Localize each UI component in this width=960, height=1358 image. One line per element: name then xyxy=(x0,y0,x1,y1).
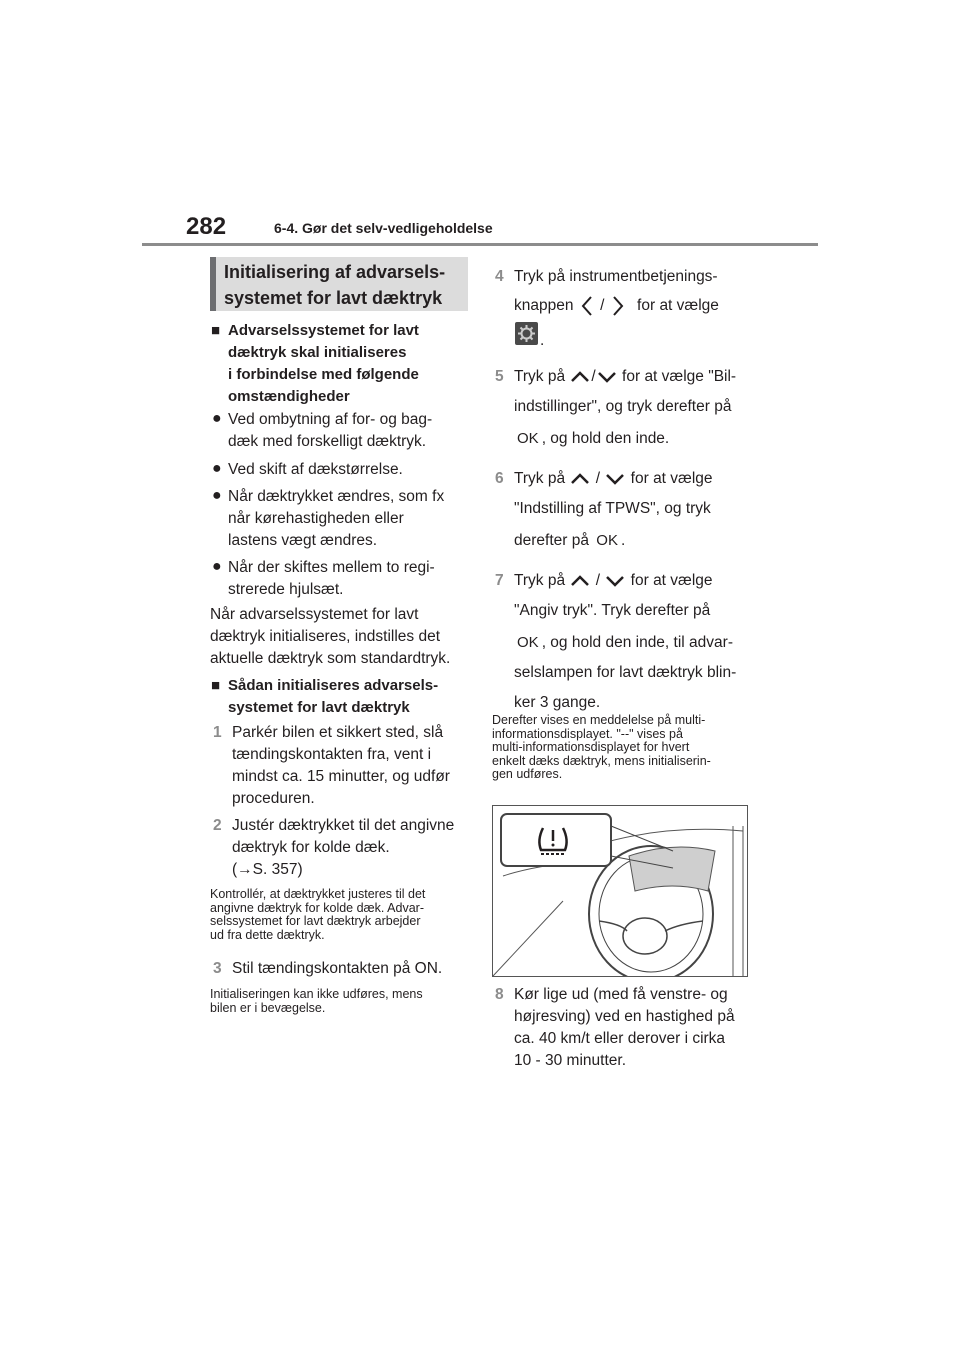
step-line: proceduren. xyxy=(232,790,315,807)
chevron-down-icon xyxy=(604,472,626,486)
step-number: 2 xyxy=(213,817,222,834)
bullet-line: Ved skift af dækstørrelse. xyxy=(228,461,403,478)
note-line: Initialiseringen kan ikke udføres, mens xyxy=(210,987,423,1001)
settings-gear-icon xyxy=(515,322,538,345)
bullet-dot-icon: ● xyxy=(212,487,222,504)
step-1 xyxy=(213,722,468,810)
step-number: 5 xyxy=(495,368,504,385)
bullet-line: lastens vægt ændres. xyxy=(228,532,378,549)
subheading-1 xyxy=(211,320,468,408)
step-line: selslampen for lavt dæktryk blin- xyxy=(514,664,737,681)
step-number: 8 xyxy=(495,986,504,1003)
subheading-1-line: omstændigheder xyxy=(228,388,350,405)
bullet-line: Ved ombytning af for- og bag- xyxy=(228,411,433,428)
step-text: Tryk på xyxy=(514,368,566,385)
step-3 xyxy=(213,958,468,980)
step-4-end: . xyxy=(540,332,545,349)
section-heading xyxy=(210,257,468,311)
step-text: derefter på xyxy=(514,532,589,549)
bullet-line: når kørehastigheden eller xyxy=(228,510,404,527)
bullet-line: strerede hjulsæt. xyxy=(228,581,344,598)
step-number: 3 xyxy=(213,960,222,977)
subheading-2-line: Sådan initialiseres advarsels- xyxy=(228,677,439,694)
step-line: mindst ca. 15 minutter, og udfør xyxy=(232,768,450,785)
bullet-item xyxy=(212,486,468,552)
step-line xyxy=(514,424,764,454)
step-text: Tryk på xyxy=(514,470,566,487)
step-line xyxy=(514,566,764,596)
chevron-down-icon xyxy=(604,574,626,588)
chevron-right-icon xyxy=(609,294,627,318)
step-text: for at vælge xyxy=(637,297,719,314)
step-text: Tryk på xyxy=(514,572,566,589)
page-number: 282 xyxy=(186,213,227,240)
step-line: ca. 40 km/t eller derover i cirka xyxy=(514,1030,726,1047)
step-text: . xyxy=(620,532,626,549)
step-text: for at vælge xyxy=(630,470,713,487)
step-number: 1 xyxy=(213,724,222,741)
step-line xyxy=(514,362,764,392)
heading-line-2: systemet for lavt dæktryk xyxy=(224,288,443,308)
paragraph-line: Når advarselssystemet for lavt xyxy=(210,606,419,623)
bullet-item xyxy=(212,557,468,601)
step-line: "Indstilling af TPWS", og tryk xyxy=(514,500,711,517)
step-line: ker 3 gange. xyxy=(514,694,601,711)
note-line: angivne dæktryk for kolde dæk. Advar- xyxy=(210,900,424,915)
step-4 xyxy=(495,262,764,320)
step-number: 7 xyxy=(495,572,504,589)
step-line: tændingskontakten fra, vent i xyxy=(232,746,432,763)
step-line: "Angiv tryk". Tryk derefter på xyxy=(514,602,711,619)
subheading-1-line: i forbindelse med følgende xyxy=(228,366,419,383)
note-line: enkelt dæks dæktryk, mens initialiserin- xyxy=(492,753,711,768)
note-line: Kontrollér, at dæktrykket justeres til det xyxy=(210,887,426,901)
step-6 xyxy=(495,464,764,556)
step-line xyxy=(514,464,764,494)
dashboard-illustration xyxy=(492,805,748,977)
section-title: 6-4. Gør det selv-vedligeholdelse xyxy=(274,220,493,236)
step-number: 4 xyxy=(495,268,504,285)
chevron-down-icon xyxy=(596,370,618,384)
chevron-up-icon xyxy=(569,370,591,384)
note-line: informationsdisplayet. "--" vises på xyxy=(492,726,683,741)
chevron-up-icon xyxy=(569,574,591,588)
chevron-up-icon xyxy=(569,472,591,486)
bullet-dot-icon: ● xyxy=(212,558,222,575)
heading-line-1: Initialisering af advarsels- xyxy=(224,262,446,282)
bullet-dot-icon: ● xyxy=(212,460,222,477)
paragraph-line: aktuelle dæktryk som standardtryk. xyxy=(210,650,451,667)
subheading-2 xyxy=(211,675,468,719)
chevron-left-icon xyxy=(578,294,596,318)
step-line: dæktryk for kolde dæk. xyxy=(232,839,390,856)
step-line: Tryk på instrumentbetjenings- xyxy=(514,268,718,285)
separator: / xyxy=(591,368,596,385)
square-marker: ■ xyxy=(211,322,221,339)
step-text: , og hold den inde. xyxy=(541,430,670,447)
subheading-2-line: systemet for lavt dæktryk xyxy=(228,699,410,716)
step-line xyxy=(514,291,764,320)
step-line: Parkér bilen et sikkert sted, slå xyxy=(232,724,444,741)
steering-wheel-drawing xyxy=(493,806,748,977)
separator: / xyxy=(600,297,605,314)
note-line: gen udføres. xyxy=(492,767,563,781)
step-text: for at vælge "Bil- xyxy=(622,368,737,385)
step-line: 10 - 30 minutter. xyxy=(514,1052,627,1069)
subheading-1-line: Advarselssystemet for lavt xyxy=(228,322,419,339)
step-line: (→S. 357) xyxy=(232,861,303,878)
ok-button-icon: OK xyxy=(596,532,618,549)
square-marker: ■ xyxy=(211,677,221,694)
step-text: knappen xyxy=(514,297,574,314)
step-3-note xyxy=(210,988,472,1015)
paragraph-line: dæktryk initialiseres, indstilles det xyxy=(210,628,441,645)
step-line: indstillinger", og tryk derefter på xyxy=(514,398,732,415)
step-7-note xyxy=(492,714,754,782)
step-line xyxy=(514,526,764,556)
step-text: for at vælge xyxy=(630,572,713,589)
note-line: Derefter vises en meddelelse på multi- xyxy=(492,713,706,727)
header-rule xyxy=(142,243,818,246)
note-line: bilen er i bevægelse. xyxy=(210,1000,326,1015)
note-line: selssystemet for lavt dæktryk arbejder xyxy=(210,914,421,928)
note-line: ud fra dette dæktryk. xyxy=(210,927,325,942)
step-2-note xyxy=(210,888,472,942)
step-5 xyxy=(495,362,764,454)
bullet-dot-icon: ● xyxy=(212,410,222,427)
bullet-item xyxy=(212,459,468,481)
step-line: Justér dæktrykket til det angivne xyxy=(232,817,455,834)
separator: / xyxy=(595,470,601,487)
ok-button-icon: OK xyxy=(517,634,539,651)
ok-button-icon: OK xyxy=(517,430,539,447)
step-2 xyxy=(213,815,468,881)
step-number: 6 xyxy=(495,470,504,487)
bullet-line: Når der skiftes mellem to regi- xyxy=(228,559,435,576)
step-line xyxy=(514,628,764,658)
step-8 xyxy=(495,984,764,1072)
step-7 xyxy=(495,566,764,718)
step-line: Stil tændingskontakten på ON. xyxy=(232,960,443,977)
intro-paragraph xyxy=(210,604,472,670)
step-line: Kør lige ud (med få venstre- og xyxy=(514,986,728,1003)
subheading-1-line: dæktryk skal initialiseres xyxy=(228,344,407,361)
note-line: multi-informationsdisplayet for hvert xyxy=(492,740,690,754)
step-text: , og hold den inde, til advar- xyxy=(541,634,733,651)
separator: / xyxy=(595,572,601,589)
step-line: højresving) ved en hastighed på xyxy=(514,1008,735,1025)
bullet-line: Når dæktrykket ændres, som fx xyxy=(228,488,445,505)
bullet-item xyxy=(212,409,468,453)
bullet-line: dæk med forskelligt dæktryk. xyxy=(228,433,427,450)
